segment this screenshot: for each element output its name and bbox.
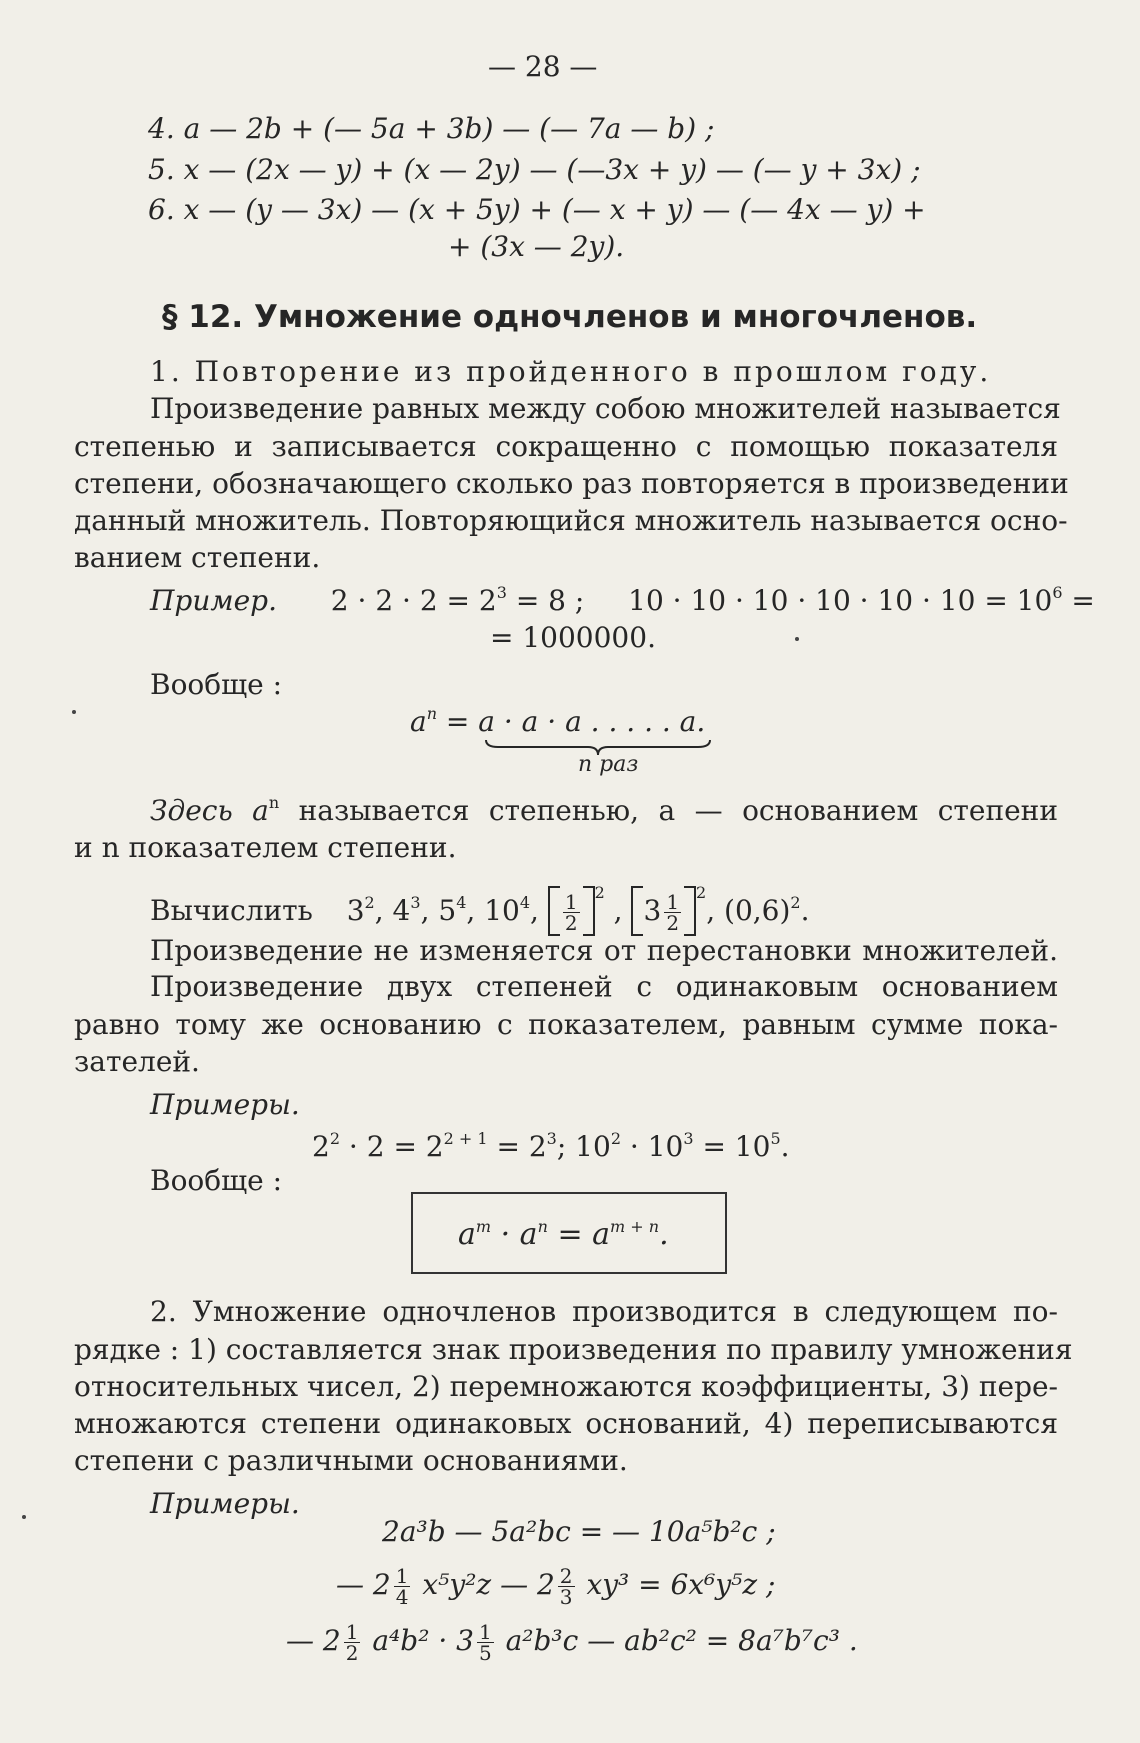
exercise-6: 6. x — (y — 3x) — (x + 5y) + (— x + y) — (— 4x — y) + xyxy=(148,193,926,226)
example-result: = 1000000. xyxy=(490,621,656,654)
powers-example: $2^2 \cdot 2 = 2^{2 + 1} = 2^3$; $10^2 \cdot 10^3 = 10^5$. xyxy=(312,1129,790,1163)
page-number: — 28 — xyxy=(488,50,598,83)
compute-exercise: Вычислить $3^2$, $4^3$, $5^4$, $10^4$, $\frac{1}{2}$ $^2$ , 3 $\frac{1}{2}$ $^2$, $(0,6)^2$. xyxy=(150,883,810,935)
scan-speck xyxy=(72,710,76,714)
formula-part: 10 · 10 · 10 · 10 · 10 · 10 = 10 xyxy=(628,584,1053,617)
rule-commutative: Произведение не изменяется от перестановки множителей. xyxy=(150,934,1058,967)
exponent: 6 xyxy=(1052,583,1063,602)
right-bracket xyxy=(583,886,595,936)
paragraph-line: степенью и записывается сокращенно с помощью показателя xyxy=(74,430,1058,463)
general-label: Вообще : xyxy=(150,1164,283,1197)
scan-speck xyxy=(22,1515,26,1519)
left-bracket xyxy=(548,886,560,936)
paragraph-line: 2. Умножение одночленов производится в следующем по- xyxy=(150,1295,1058,1328)
paragraph-line: рядке : 1) составляется знак произведения по правилу умножения xyxy=(74,1333,1073,1366)
monomial-example: — 2 $\frac{1}{4}$ x⁵y²z — 2 $\frac{2}{3}$ xy³ = 6x⁶y⁵z ; xyxy=(336,1564,776,1609)
paragraph-line: относительных чисел, 2) перемножаются коэффициенты, 3) пере- xyxy=(74,1370,1059,1403)
scan-speck xyxy=(795,637,799,641)
fraction: $\frac{1}{2}$ xyxy=(564,890,578,935)
formula-part: = 8 ; xyxy=(515,584,585,617)
section-title: § 12. Умножение одночленов и многочленов. xyxy=(162,299,978,335)
monomial-example: 2a³b — 5a²bc = — 10a⁵b²c ; xyxy=(382,1515,776,1548)
exercise-6-continuation: + (3x — 2y). xyxy=(448,230,625,263)
monomial-example: — 2 $\frac{1}{2}$ a⁴b² · 3 $\frac{1}{5}$ a²b³c — ab²c² = 8a⁷b⁷c³ . xyxy=(286,1620,858,1665)
examples-label: Примеры. xyxy=(150,1487,300,1520)
paragraph-line: Произведение двух степеней с одинаковым основанием xyxy=(150,970,1058,1003)
example-power-definition xyxy=(150,584,1095,622)
paragraph-line: равно тому же основанию с показателем, равным сумме пока- xyxy=(74,1008,1058,1041)
paragraph-line: множаются степени одинаковых оснований, 4) переписываются xyxy=(74,1407,1058,1440)
paragraph-line: степени, обозначающего сколько раз повторяется в произведении xyxy=(74,467,1069,500)
brace-label: n раз xyxy=(578,752,639,777)
paragraph-line: данный множитель. Повторяющийся множитель называется осно- xyxy=(74,504,1068,537)
fraction: $\frac{1}{2}$ xyxy=(666,890,680,935)
paragraph-line: зателей. xyxy=(74,1045,200,1078)
paragraph-line: и n показателем степени. xyxy=(74,831,457,864)
right-bracket xyxy=(684,886,696,936)
paragraph-line: Здесь $a^n$ называется степенью, a — основанием степени xyxy=(150,793,1059,827)
formula-part: = xyxy=(1071,584,1095,617)
exercise-4: 4. a — 2b + (— 5a + 3b) — (— 7a — b) ; xyxy=(148,112,715,145)
paragraph-line: степени с различными основаниями. xyxy=(74,1444,628,1477)
boxed-formula: $a^m \cdot a^n = a^{m + n}$. xyxy=(458,1217,669,1252)
left-bracket xyxy=(631,886,643,936)
power-definition-formula: $a^n = a \cdot a \cdot a$ . . . . . a. xyxy=(410,704,706,738)
paragraph-line: ванием степени. xyxy=(74,541,321,574)
paragraph-line: Произведение равных между собою множителей называется xyxy=(150,392,1061,425)
general-label: Вообще : xyxy=(150,668,283,701)
example-label: Пример. xyxy=(150,584,277,617)
subsection-title: 1. Повторение из пройденного в прошлом году. xyxy=(150,355,992,388)
exponent: 3 xyxy=(496,583,507,602)
examples-label: Примеры. xyxy=(150,1088,300,1121)
exercise-5: 5. x — (2x — y) + (x — 2y) — (—3x + y) — (— y + 3x) ; xyxy=(148,153,921,186)
formula-part: 2 · 2 · 2 = 2 xyxy=(330,584,497,617)
